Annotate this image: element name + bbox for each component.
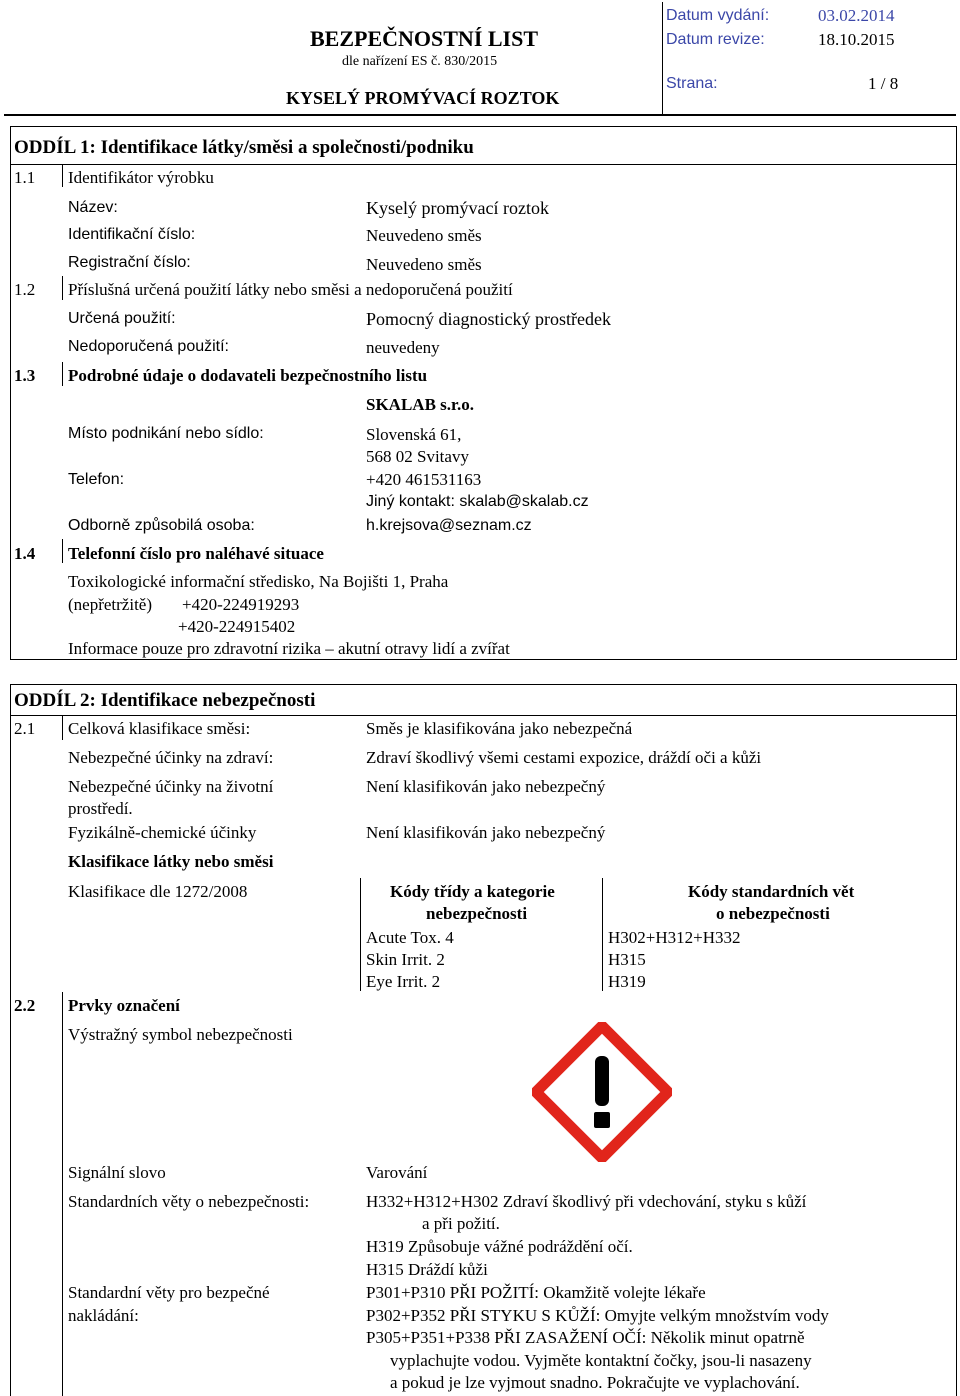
name-value: Kyselý promývací roztok	[366, 198, 549, 218]
class-item: Eye Irrit. 2	[366, 972, 441, 991]
env-label-2: prostředí.	[68, 799, 133, 818]
hcode-item: H319	[608, 972, 646, 991]
class-regulation: Klasifikace dle 1272/2008	[68, 882, 248, 901]
revision-value: 18.10.2015	[818, 30, 895, 49]
use-value: Pomocný diagnostický prostředek	[366, 309, 611, 329]
col2-header-1: Kódy třídy a kategorie	[390, 882, 555, 901]
s13-title: Podrobné údaje o dodavateli bezpečnostního listu	[68, 366, 428, 385]
signal-value: Varování	[366, 1163, 428, 1182]
phone-value: +420 461531163	[366, 470, 482, 489]
nouse-value: neuvedeny	[366, 338, 440, 357]
col3-header-2: o nebezpečnosti	[716, 904, 830, 923]
product-name: KYSELÝ PROMÝVACÍ ROZTOK	[286, 88, 560, 108]
person-email[interactable]: h.krejsova@seznam.cz	[366, 517, 532, 534]
hstat-line: H319 Způsobuje vážné podráždění očí.	[366, 1237, 633, 1256]
health-value: Zdraví škodlivý všemi cestami expozice, dráždí oči a kůži	[366, 748, 762, 767]
reg-value: Neuvedeno směs	[366, 255, 482, 274]
id-label: Identifikační číslo:	[68, 226, 196, 243]
class-title: Klasifikace látky nebo směsi	[68, 852, 274, 871]
symbol-label: Výstražný symbol nebezpečnosti	[68, 1025, 293, 1044]
other-contact: Jiný kontakt: skalab@skalab.cz	[366, 493, 589, 510]
ghs-exclamation-mark-icon	[532, 1022, 672, 1162]
document-title: BEZPEČNOSTNÍ LIST	[310, 26, 539, 51]
issued-label: Datum vydání:	[666, 7, 770, 24]
col3-header-1: Kódy standardních vět	[688, 882, 855, 901]
pstat-line: vyplachujte vodou. Vyjměte kontaktní čočky, jsou-li nasazeny	[390, 1351, 812, 1370]
pstat-line: P305+P351+P338 PŘI ZASAŽENÍ OČÍ: Několik minut opatrně	[366, 1328, 805, 1347]
name-label: Název:	[68, 199, 118, 216]
class-item: Acute Tox. 4	[366, 928, 454, 947]
reg-label: Registrační číslo:	[68, 254, 191, 271]
s22-title: Prvky označení	[68, 996, 180, 1015]
pstat-line: a pokud je lze vyjmout snadno. Pokračujte ve vyplachování.	[390, 1373, 800, 1392]
phys-value: Není klasifikován jako nebezpečný	[366, 823, 606, 842]
info-line: Informace pouze pro zdravotní rizika – akutní otravy lidí a zvířat	[68, 639, 510, 658]
person-label: Odborně způsobilá osoba:	[68, 517, 255, 534]
s13-number: 1.3	[14, 366, 36, 385]
phone-label: Telefon:	[68, 471, 125, 488]
hcode-item: H302+H312+H332	[608, 928, 741, 947]
pstat-label-2: nakládání:	[68, 1306, 139, 1325]
pstat-line: P302+P352 PŘI STYKU S KŮŽÍ: Omyjte velkým množstvím vody	[366, 1306, 829, 1325]
id-value: Neuvedeno směs	[366, 226, 482, 245]
hstat-line: H315 Dráždí kůži	[366, 1260, 488, 1279]
s12-number: 1.2	[14, 280, 36, 299]
s14-title: Telefonní číslo pro naléhavé situace	[68, 544, 324, 563]
s11-number: 1.1	[14, 168, 36, 187]
hstat-label: Standardních věty o nebezpečnosti:	[68, 1192, 310, 1211]
issued-value: 03.02.2014	[818, 6, 895, 25]
company-name: SKALAB s.r.o.	[366, 395, 475, 414]
s14-number: 1.4	[14, 544, 36, 563]
hstat-line: a při požití.	[422, 1214, 500, 1233]
phys-label: Fyzikálně-chemické účinky	[68, 823, 257, 842]
signal-label: Signální slovo	[68, 1163, 166, 1182]
toxi-center-line: Toxikologické informační středisko, Na Bojišti 1, Praha	[68, 572, 449, 591]
class-item: Skin Irrit. 2	[366, 950, 445, 969]
section-1-title: ODDÍL 1: Identifikace látky/směsi a společnosti/podniku	[14, 137, 474, 158]
nonstop-label: (nepřetržitě)	[68, 595, 152, 614]
s11-title: Identifikátor výrobku	[68, 168, 214, 187]
pstat-label-1: Standardní věty pro bezpečné	[68, 1283, 270, 1302]
col2-header-2: nebezpečnosti	[426, 904, 528, 923]
health-label: Nebezpečné účinky na zdraví:	[68, 748, 274, 767]
emergency-phone-1: +420-224919293	[182, 595, 300, 614]
s21-value: Směs je klasifikována jako nebezpečná	[366, 719, 633, 738]
nouse-label: Nedoporučená použití:	[68, 338, 229, 355]
s21-number: 2.1	[14, 719, 36, 738]
hstat-line: H332+H312+H302 Zdraví škodlivý při vdechování, styku s kůží	[366, 1192, 807, 1211]
section-2-title: ODDÍL 2: Identifikace nebezpečnosti	[14, 690, 316, 711]
address-label: Místo podnikání nebo sídlo:	[68, 425, 264, 442]
s12-title: Příslušná určená použití látky nebo směsi a nedoporučená použití	[68, 280, 513, 299]
use-label: Určená použití:	[68, 310, 176, 327]
s22-number: 2.2	[14, 996, 36, 1015]
revision-label: Datum revize:	[666, 31, 765, 48]
address-line-1: Slovenská 61,	[366, 425, 462, 444]
document-subtitle: dle nařízení ES č. 830/2015	[342, 54, 498, 69]
emergency-phone-2: +420-224915402	[178, 617, 296, 636]
page-number: 1 / 8	[868, 74, 899, 93]
page-label: Strana:	[666, 75, 718, 92]
env-label-1: Nebezpečné účinky na životní	[68, 777, 274, 796]
address-line-2: 568 02 Svitavy	[366, 447, 469, 466]
hcode-item: H315	[608, 950, 646, 969]
env-value: Není klasifikován jako nebezpečný	[366, 777, 606, 796]
pstat-line: P301+P310 PŘI POŽITÍ: Okamžitě volejte lékaře	[366, 1283, 706, 1302]
s21-label: Celková klasifikace směsi:	[68, 719, 251, 738]
